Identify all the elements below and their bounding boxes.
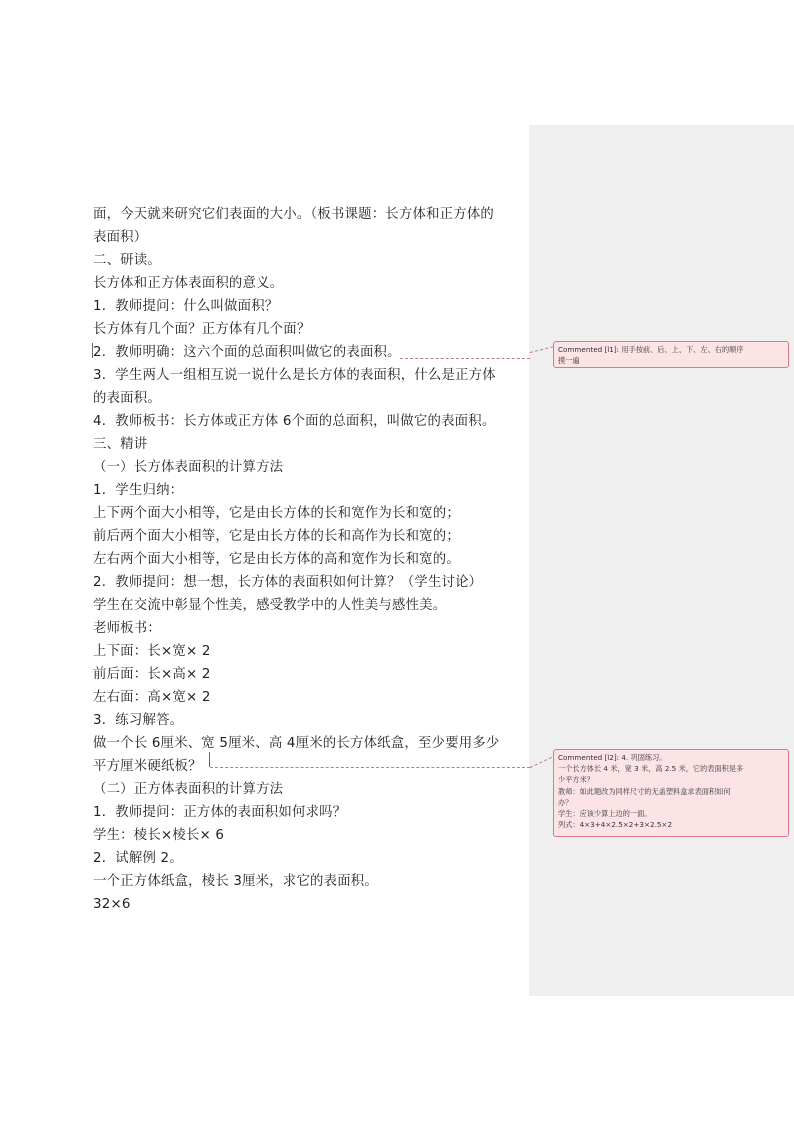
body-line: 二、研读。 bbox=[93, 253, 161, 268]
document-body bbox=[93, 203, 525, 916]
comment-text-line: 一个长方体长 4 米，宽 3 米，高 2.5 米，它的表面积是多 bbox=[558, 764, 744, 774]
comment-text-line: 学生：应该少算上边的一面。 bbox=[558, 809, 652, 819]
comment-text-line: 教师：如此题改为同样尺寸的无盖塑料盒求表面积如何 bbox=[558, 786, 731, 796]
comment-text-line: 少平方米？ bbox=[558, 775, 594, 785]
body-line: 3．练习解答。 bbox=[93, 713, 184, 728]
body-line: 上下面：长×宽× 2 bbox=[93, 644, 211, 659]
body-line: 前后面：长×高× 2 bbox=[93, 667, 211, 682]
body-line: 学生：棱长×棱长× 6 bbox=[93, 828, 225, 843]
body-line: 2．教师提问：想一想，长方体的表面积如何计算？（学生讨论） bbox=[93, 575, 483, 590]
body-line: 32×6 bbox=[93, 897, 131, 912]
comment-balloon-1[interactable] bbox=[553, 341, 789, 368]
body-line: 前后两个面大小相等，它是由长方体的长和高作为长和宽的； bbox=[93, 529, 460, 544]
comment-text-line: 列式：4×3+4×2.5×2+3×2.5×2 bbox=[558, 820, 673, 830]
body-line: 1．学生归纳： bbox=[93, 483, 184, 498]
body-line: 3．学生两人一组相互说一说什么是长方体的表面积，什么是正方体 bbox=[93, 368, 496, 383]
body-line: （一）长方体表面积的计算方法 bbox=[93, 460, 284, 475]
comment-text-line: 摸一遍 bbox=[558, 356, 580, 366]
comment-margin-pane bbox=[529, 125, 794, 996]
body-line: 4．教师板书：长方体或正方体 6个面的总面积，叫做它的表面积。 bbox=[93, 414, 496, 429]
comment-connector-1 bbox=[400, 358, 530, 359]
body-line: 学生在交流中彰显个性美，感受教学中的人性美与感性美。 bbox=[93, 598, 447, 613]
comment-text-line: 办？ bbox=[558, 797, 573, 807]
body-line: 长方体和正方体表面积的意义。 bbox=[93, 276, 284, 291]
body-line: 三、精讲 bbox=[93, 437, 148, 452]
body-line: 左右面：高×宽× 2 bbox=[93, 690, 211, 705]
body-line: 老师板书： bbox=[93, 621, 161, 636]
body-line: 2．试解例 2。 bbox=[93, 851, 183, 866]
comment-anchor-1 bbox=[92, 343, 93, 358]
comment-text-line: Commented [l2]: 4. 巩固练习。 bbox=[558, 753, 667, 762]
body-line: 上下两个面大小相等，它是由长方体的长和宽作为长和宽的； bbox=[93, 506, 460, 521]
comment-connector-2 bbox=[210, 767, 530, 768]
body-line: （二）正方体表面积的计算方法 bbox=[93, 782, 284, 797]
body-line: 1．教师提问：正方体的表面积如何求吗？ bbox=[93, 805, 347, 820]
body-line: 1．教师提问：什么叫做面积？ bbox=[93, 299, 279, 314]
body-line: 的表面积。 bbox=[93, 391, 161, 406]
body-line: 长方体有几个面？正方体有几个面？ bbox=[93, 322, 311, 337]
comment-anchor-2 bbox=[209, 752, 210, 767]
body-line: 2．教师明确：这六个面的总面积叫做它的表面积。 bbox=[93, 345, 401, 360]
body-line: 一个正方体纸盒，棱长 3厘米，求它的表面积。 bbox=[93, 874, 378, 889]
body-line: 平方厘米硬纸板？ bbox=[93, 759, 202, 774]
comment-balloon-2[interactable] bbox=[553, 749, 789, 837]
body-line: 做一个长 6厘米、宽 5厘米、高 4厘米的长方体纸盒，至少要用多少 bbox=[93, 736, 500, 751]
body-line: 左右两个面大小相等，它是由长方体的高和宽作为长和宽的。 bbox=[93, 552, 460, 567]
body-line: 表面积） bbox=[93, 230, 148, 245]
body-line: 面，今天就来研究它们表面的大小。（板书课题：长方体和正方体的 bbox=[93, 207, 495, 222]
comment-text-line: Commented [l1]: 用手按前、后、上、下、左、右的顺序 bbox=[558, 345, 744, 354]
